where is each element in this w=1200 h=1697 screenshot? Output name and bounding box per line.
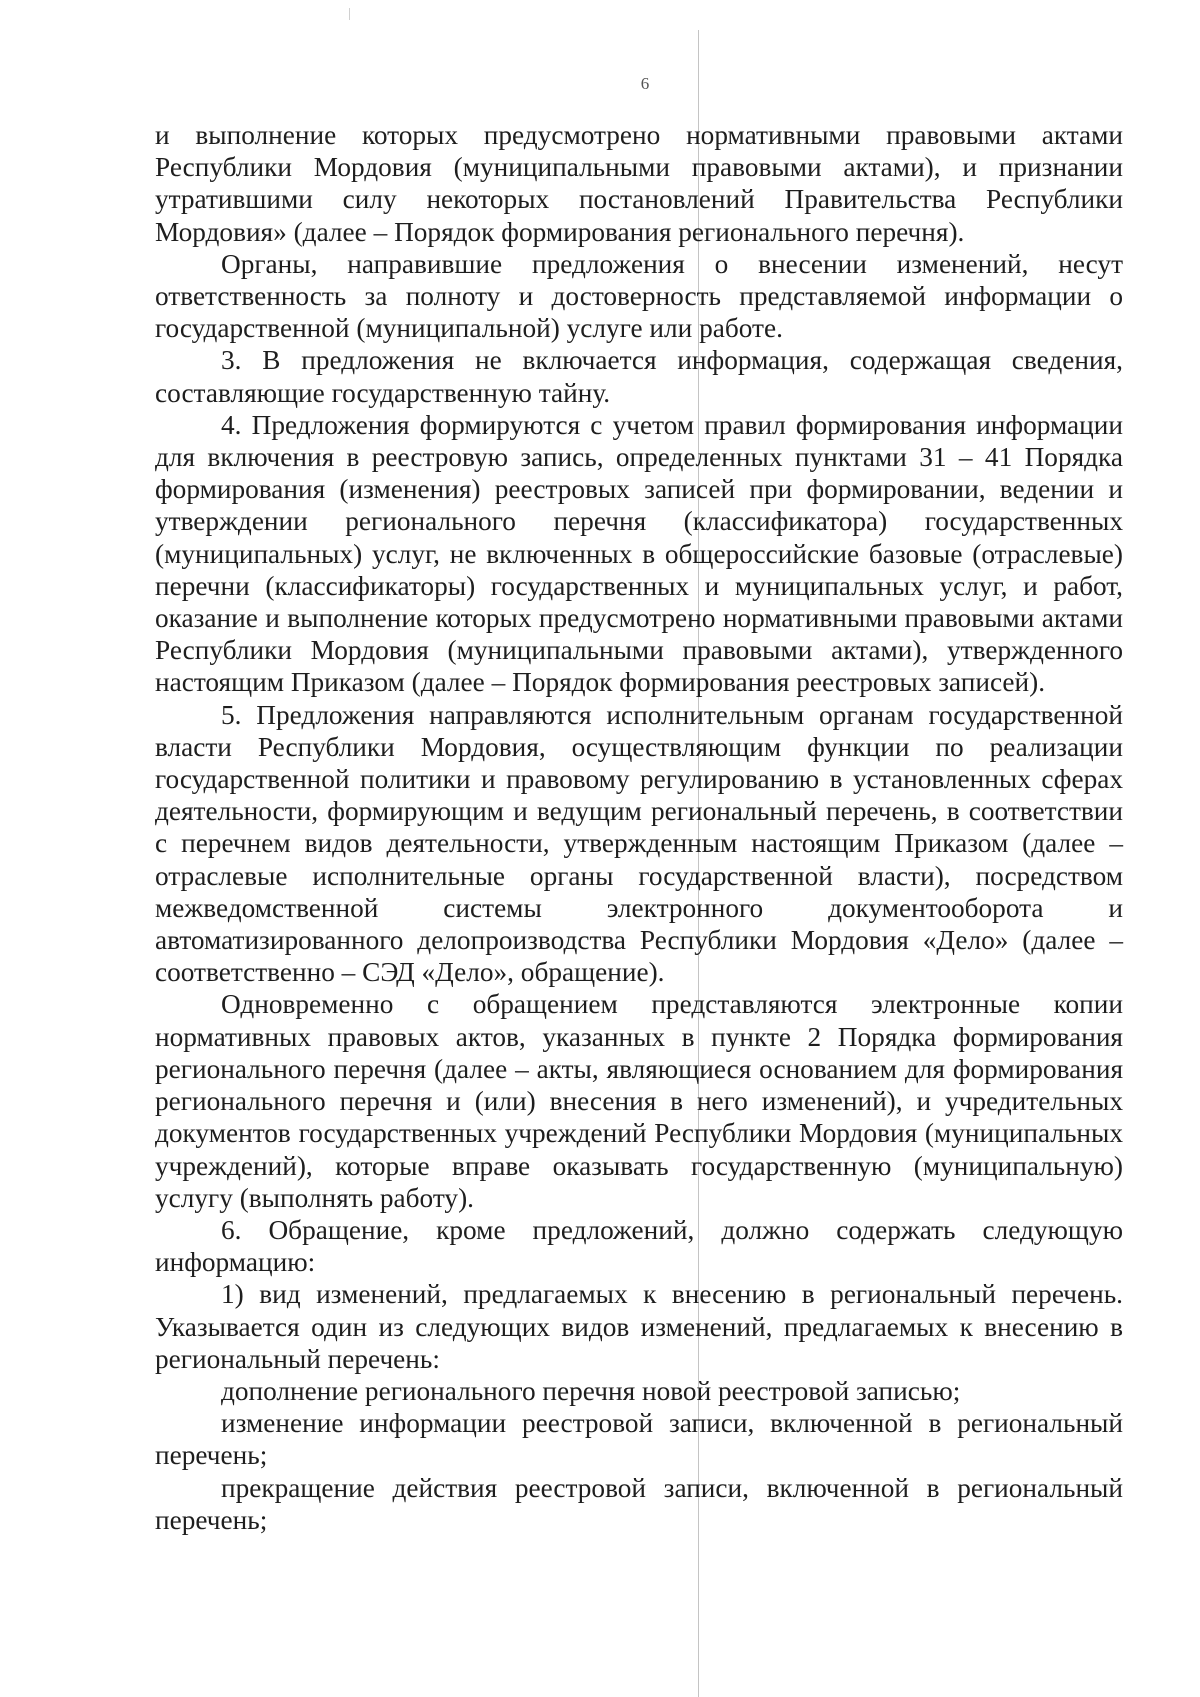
list-item: дополнение регионального перечня новой реестровой записью; bbox=[221, 1375, 961, 1406]
paragraph: и выполнение которых предусмотрено нормативными правовыми актами Республики Мордовия (муниципальными правовыми актами), и признании утратившими силу некоторых постановлений Правительства Республики Мордовия» (далее – Порядок формирования регионального перечня). bbox=[155, 120, 1123, 247]
paragraph: 1) вид изменений, предлагаемых к внесению в региональный перечень. Указывается один из следующих видов изменений, предлагаемых к внесению в региональный перечень: bbox=[155, 1279, 1123, 1374]
paragraph: Одновременно с обращением представляются электронные копии нормативных правовых актов, указанных в пункте 2 Порядка формирования регионального перечня (далее – акты, являющиеся основанием для формирования регионального перечня и (или) внесения в него изменений), и учредительных документов государственных учреждений Республики Мордовия (муниципальных учреждений), которые вправе оказывать государственную (муниципальную) услугу (выполнять работу). bbox=[155, 989, 1123, 1213]
paragraph: 6. Обращение, кроме предложений, должно содержать следующую информацию: bbox=[155, 1214, 1123, 1278]
paragraph: 3. В предложения не включается информация, содержащая сведения, составляющие государственную тайну. bbox=[155, 345, 1123, 408]
list-item: изменение информации реестровой записи, включенной в региональный перечень; bbox=[155, 1408, 1123, 1471]
list-item: прекращение действия реестровой записи, включенной в региональный перечень; bbox=[155, 1472, 1123, 1535]
paragraph: Органы, направившие предложения о внесении изменений, несут ответственность за полноту и достоверность представляемой информации о государственной (муниципальной) услуге или работе. bbox=[155, 248, 1123, 344]
paragraph: 5. Предложения направляются исполнительным органам государственной власти Республики Мордовия, осуществляющим функции по реализации государственной политики и правовому регулированию в установленных сферах деятельности, формирующим и ведущим региональный перечень, в соответствии с перечнем видов деятельности, утвержденным настоящим Приказом (далее – отраслевые исполнительные органы государственной власти), посредством межведомственной системы электронного документооборота и автоматизированного делопроизводства Республики Мордовия «Дело» (далее – соответственно – СЭД «Дело», обращение). bbox=[155, 699, 1123, 988]
scan-artifact-mark bbox=[349, 8, 350, 20]
paragraph: 4. Предложения формируются с учетом правил формирования информации для включения в реестровую запись, определенных пунктами 31 – 41 Порядка формирования (изменения) реестровых записей при формировании, ведении и утверждении регионального перечня (классификатора) государственных (муниципальных) услуг, не включенных в общероссийские базовые (отраслевые) перечни (классификаторы) государственных и муниципальных услуг, и работ, оказание и выполнение которых предусмотрено нормативными правовыми актами Республики Мордовия (муниципальными правовыми актами), утвержденного настоящим Приказом (далее – Порядок формирования реестровых записей). bbox=[155, 409, 1123, 698]
document-body bbox=[155, 119, 1123, 1536]
page-number: 6 bbox=[640, 74, 650, 93]
